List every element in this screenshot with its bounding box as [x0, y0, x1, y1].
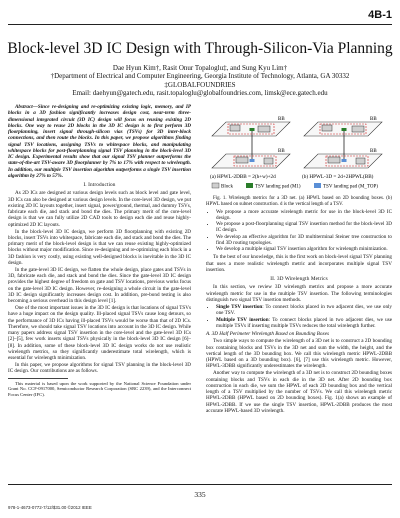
term-item: [216, 304, 392, 317]
contribution-list: [206, 209, 392, 253]
legend-tsv-m1: TSV landing pad (M1): [255, 184, 301, 190]
contribution-item: • We develop an effective algorithm for 3D multiterminal Steiner tree construction to find 3D routing topologies.: [216, 234, 392, 247]
footnote-rule: [8, 378, 68, 379]
affiliation-1: †Department of Electrical and Computer Engineering, Georgia Institute of Technology, Atlanta, GA 30332: [50, 72, 350, 81]
intro-heading: I. Introduction: [83, 182, 116, 188]
metrics-heading: II. 3D Wirelength Metrics: [270, 276, 328, 283]
panel-a: [212, 117, 290, 168]
subsection-heading: A. 3D Half Perimeter Wirelength Based on Bounding Boxes: [206, 331, 330, 338]
term-name: Multiple TSV insertion: [216, 316, 269, 323]
contribution-item: • We develop a multiple signal TSV insertion algorithm for wirelength minimization.: [216, 246, 392, 252]
term-item: [216, 317, 392, 330]
bb-label: BB: [278, 149, 285, 154]
panel-b: [304, 117, 382, 168]
intro-paragraph: One of the most important issues in the 3D IC design is that locations of signal TSVs have a huge impact on the design quality. Ill-placed signal TSVs cause long detours, so the performance of 3D ICs having ill-placed TSVs would be worse than that of 2D ICs. Therefore, we should take signal TSV locations into account in the 3D IC design. While many papers address signal TSV insertion in the core-level and the gate-level 3D ICs [2]–[5], few work inserts signal TSVs physically in the block-level 3D IC design [6]–[8]. In addition, some of these block-level 3D IC design works do not use realistic wirelength metrics, so they significantly underestimate total wirelength, which is essential for wirelength minimization.: [8, 305, 191, 362]
figure-legend: [212, 183, 378, 190]
bb-label: BB: [370, 149, 377, 154]
bb-label: BB: [278, 117, 285, 122]
term-definition: : To connect blocks placed in two adjacent dies, we use only one TSV.: [216, 304, 393, 317]
intro-paragraph: In the gate-level 3D IC design, we flatten the whole design, place gates and TSVs in 3D, fabricate each die, and stack and bond the dies. Since the gate-level 3D IC design provides the highest degree of freedom on gate and TSV locations, previous works focus on the gate-level 3D IC design. However, re-designing a whole circuit in the gate-level 3D IC design significantly increases design cost. In addition, pre-bond testing is also becoming a serious overhead in this design level [1].: [8, 266, 191, 305]
paper-title: Block-level 3D IC Design with Through-Silicon-Via Planning: [7, 40, 393, 57]
term-definition: : To connect blocks placed in two adjacent dies, we use multiple TSVs if inserting multiple TSVs reduces the total wirelength further.: [216, 316, 392, 329]
abstract: Abstract—Since re-designing and re-optimizing existing logic, memory, and IP blocks in a 3D fashion significantly increases design cost, near-term three-dimensional integrated circuit (3D IC) design will focus on reusing existing 2D blocks. One way to reuse 2D blocks in the 3D IC design is to first perform 3D floorplanning, insert signal through-silicon vias (TSVs) for 3D inter-block connections, and then route the blocks. In this paper, we propose algorithms finding signal TSV locations, assigning TSVs to whitespace blocks, and manipulating whitespace blocks for post-floorplanning signal TSV planning in the block-level 3D IC design. Experimental results show that our signal TSV planner outperforms the state-of-the-art TSV-aware 3D floorplanner by 7% to 17% with respect to wirelength. In addition, our multiple TSV insertion algorithm outperforms a single TSV insertion algorithm by 27% to 57%.: [8, 104, 191, 179]
session-tag: 4B-1: [368, 9, 392, 21]
subsection-paragraph: Two simple ways to compute the wirelength of a 3D net is to construct a 2D bounding box containing blocks and TSVs in the 3D net and sum the width, the height, and the vertical length of the 3D bounding box. We call this wirelength metric HPWL-2DBB (HPWL based on a 3D bounding box). [6], [7] use this wirelength metric. However, HPWL-3DBB significantly underestimates the wirelength.: [206, 338, 392, 370]
author-block: [0, 64, 400, 98]
contribution-item: • We propose a more accurate wirelength metric for use in the block-level 3D IC design.: [216, 209, 392, 222]
novelty-paragraph: To the best of our knowledge, this is the first work on block-level signal TSV planning that uses a more realistic wirelength metric and incorporates multiple signal TSV insertion.: [206, 254, 392, 273]
page-number: 335: [194, 490, 206, 499]
equation-b: (b) HPWL-3D = 2d+2HPWL(BB): [302, 174, 374, 180]
header-rule: [8, 24, 392, 25]
affiliation-2: ‡GLOBALFOUNDRIES: [164, 80, 236, 89]
contribution-item: • We propose a post-floorplanning signal TSV insertion method for the block-level 3D IC design.: [216, 221, 392, 234]
figure-caption: Fig. 1. Wirelength metrics for a 3D net. (a) HPWL based on 2D bounding boxes. (b) HPWL based on subnet construction. d is the vertical length of a TSV.: [206, 196, 392, 207]
right-column: [206, 104, 392, 415]
legend-block: Block: [221, 184, 233, 190]
intro-paragraph: In this paper, we propose algorithms for signal TSV planning in the block-level 3D IC design. Our contributions are as follows.: [8, 362, 191, 375]
left-column: [8, 104, 191, 398]
equation-a: (a) HPWL-2DBB = 2(h+w)+2d: [210, 174, 276, 180]
figure-1: [206, 104, 392, 196]
intro-paragraph: As 2D ICs are designed at various design levels such as block level and gate level, 3D ICs can also be designed at various design levels. In the core-level 3D design, we put existing 2D IC layouts together, insert signal, power/ground, thermal, and dummy TSVs, fabricate each die, and stack and bond the dies. The primary merit of the core-level design is that we can fully utilize 2D CAD tools to design each die and reuse highly-optimized 2D IC layouts.: [8, 190, 191, 228]
footer-rule: [8, 484, 392, 485]
bb-label: BB: [370, 117, 377, 122]
intro-paragraph: In the block-level 3D IC design, we perform 3D floorplanning with existing 2D blocks, insert TSVs into whitespace, fabricate each die, and stack and bond the dies. The primary merit of the block-level design is that we can reuse existing highly-optimized blocks without major modification. Since re-designing and re-optimizing each block in a 3D fashion is very costly, using existing well-designed blocks is inevitable in the 3D IC design.: [8, 228, 191, 266]
terms-list: [206, 304, 392, 329]
legend-tsv-mtop: TSV landing pad (M_TOP): [323, 184, 378, 190]
subsection-paragraph: Another way to compute the wirelength of a 3D net is to construct 2D bounding boxes containing blocks and TSVs in each die in the 3D net. After 2D bounding box construction in each die, we sum the HPWL of each 2D bounding box and the vertical length of a TSV multiplied by the number of TSVs. We call this wirelength metric HPWL-2DBB (HPWL based on 2D bounding boxes). Fig. 1(a) shows an example of HPWL-2DBB. If we use the single TSV insertion, HPWL-2DBB produces the most accurate HPWL-based 3D wirelength.: [206, 370, 392, 414]
copyright-footer: 978-1-4673-0772-7/12/$31.00 ©2012 IEEE: [8, 505, 92, 510]
author-names: Dae Hyun Kim†, Rasit Onur Topaloglu‡, and Sung Kyu Lim†: [112, 64, 288, 72]
term-name: Single TSV insertion: [216, 304, 263, 311]
metrics-paragraph: In this section, we review 3D wirelength metrics and propose a more accurate wirelength metric for use in the multiple TSV insertion. The following terminologies distinguish two signal TSV insertion methods.: [206, 284, 392, 303]
wirelength-diagram: [206, 104, 392, 196]
author-emails: Email: daehyun@gatech.edu, rasit.topaloglu@globalfoundries.com, limsk@ece.gatech.edu: [72, 89, 328, 98]
funding-footnote: This material is based upon the work supported by the National Science Foundation under Grant No. CCF-0917000, Semiconductor Research Corporation (SRC 2239), and the Interconnect Focus Center (IFC).: [8, 380, 191, 397]
